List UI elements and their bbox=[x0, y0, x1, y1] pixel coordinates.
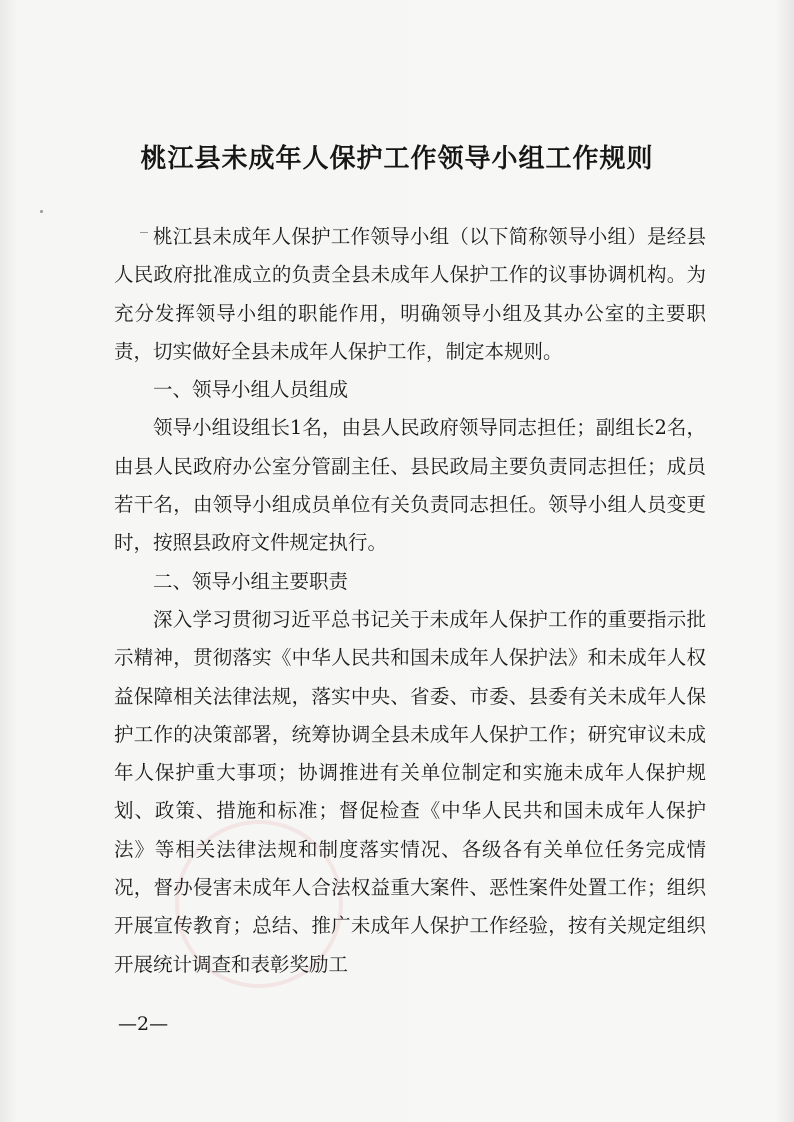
section-heading-duties: 二、领导小组主要职责 bbox=[153, 569, 349, 593]
section-heading-composition: 一、领导小组人员组成 bbox=[153, 378, 349, 402]
scan-speck bbox=[40, 210, 43, 213]
composition-paragraph: 领导小组设组长1名，由县人民政府领导同志担任；副组长2名，由县人民政府办公室分管副主任、县民政局主要负责同志担任；成员若干名，由领导小组成员单位有关负责同志担任。领导小组人员变更时，按照县政府文件规定执行。 bbox=[114, 416, 706, 555]
page-number: —2— bbox=[118, 1013, 169, 1035]
document-title: 桃江县未成年人保护工作领导小组工作规则 bbox=[140, 144, 654, 174]
duties-paragraph: 深入学习贯彻习近平总书记关于未成年人保护工作的重要指示批示精神，贯彻落实《中华人民共和国未成年人保护法》和未成年人权益保障相关法律法规，落实中央、省委、市委、县委有关未成年人保护工作的决策部署，统筹协调全县未成年人保护工作；研究审议未成年人保护重大事项；协调推进有关单位制定和实施未成年人保护规划、政策、措施和标准；督促检查《中华人民共和国未成年人保护法》等相关法律法规和制度落实情况、各级各有关单位任务完成情况，督办侵害未成年人合法权益重大案件、恶性案件处置工作；组织开展宣传教育；总结、推广未成年人保护工作经验，按有关规定组织开展统计调查和表彰奖励工 bbox=[114, 607, 706, 976]
intro-paragraph: 桃江县未成年人保护工作领导小组（以下简称领导小组）是经县人民政府批准成立的负责全县未成年人保护工作的议事协调机构。为充分发挥领导小组的职能作用，明确领导小组及其办公室的主要职责，切实做好全县未成年人保护工作，制定本规则。 bbox=[114, 225, 706, 363]
document-body bbox=[114, 218, 706, 984]
